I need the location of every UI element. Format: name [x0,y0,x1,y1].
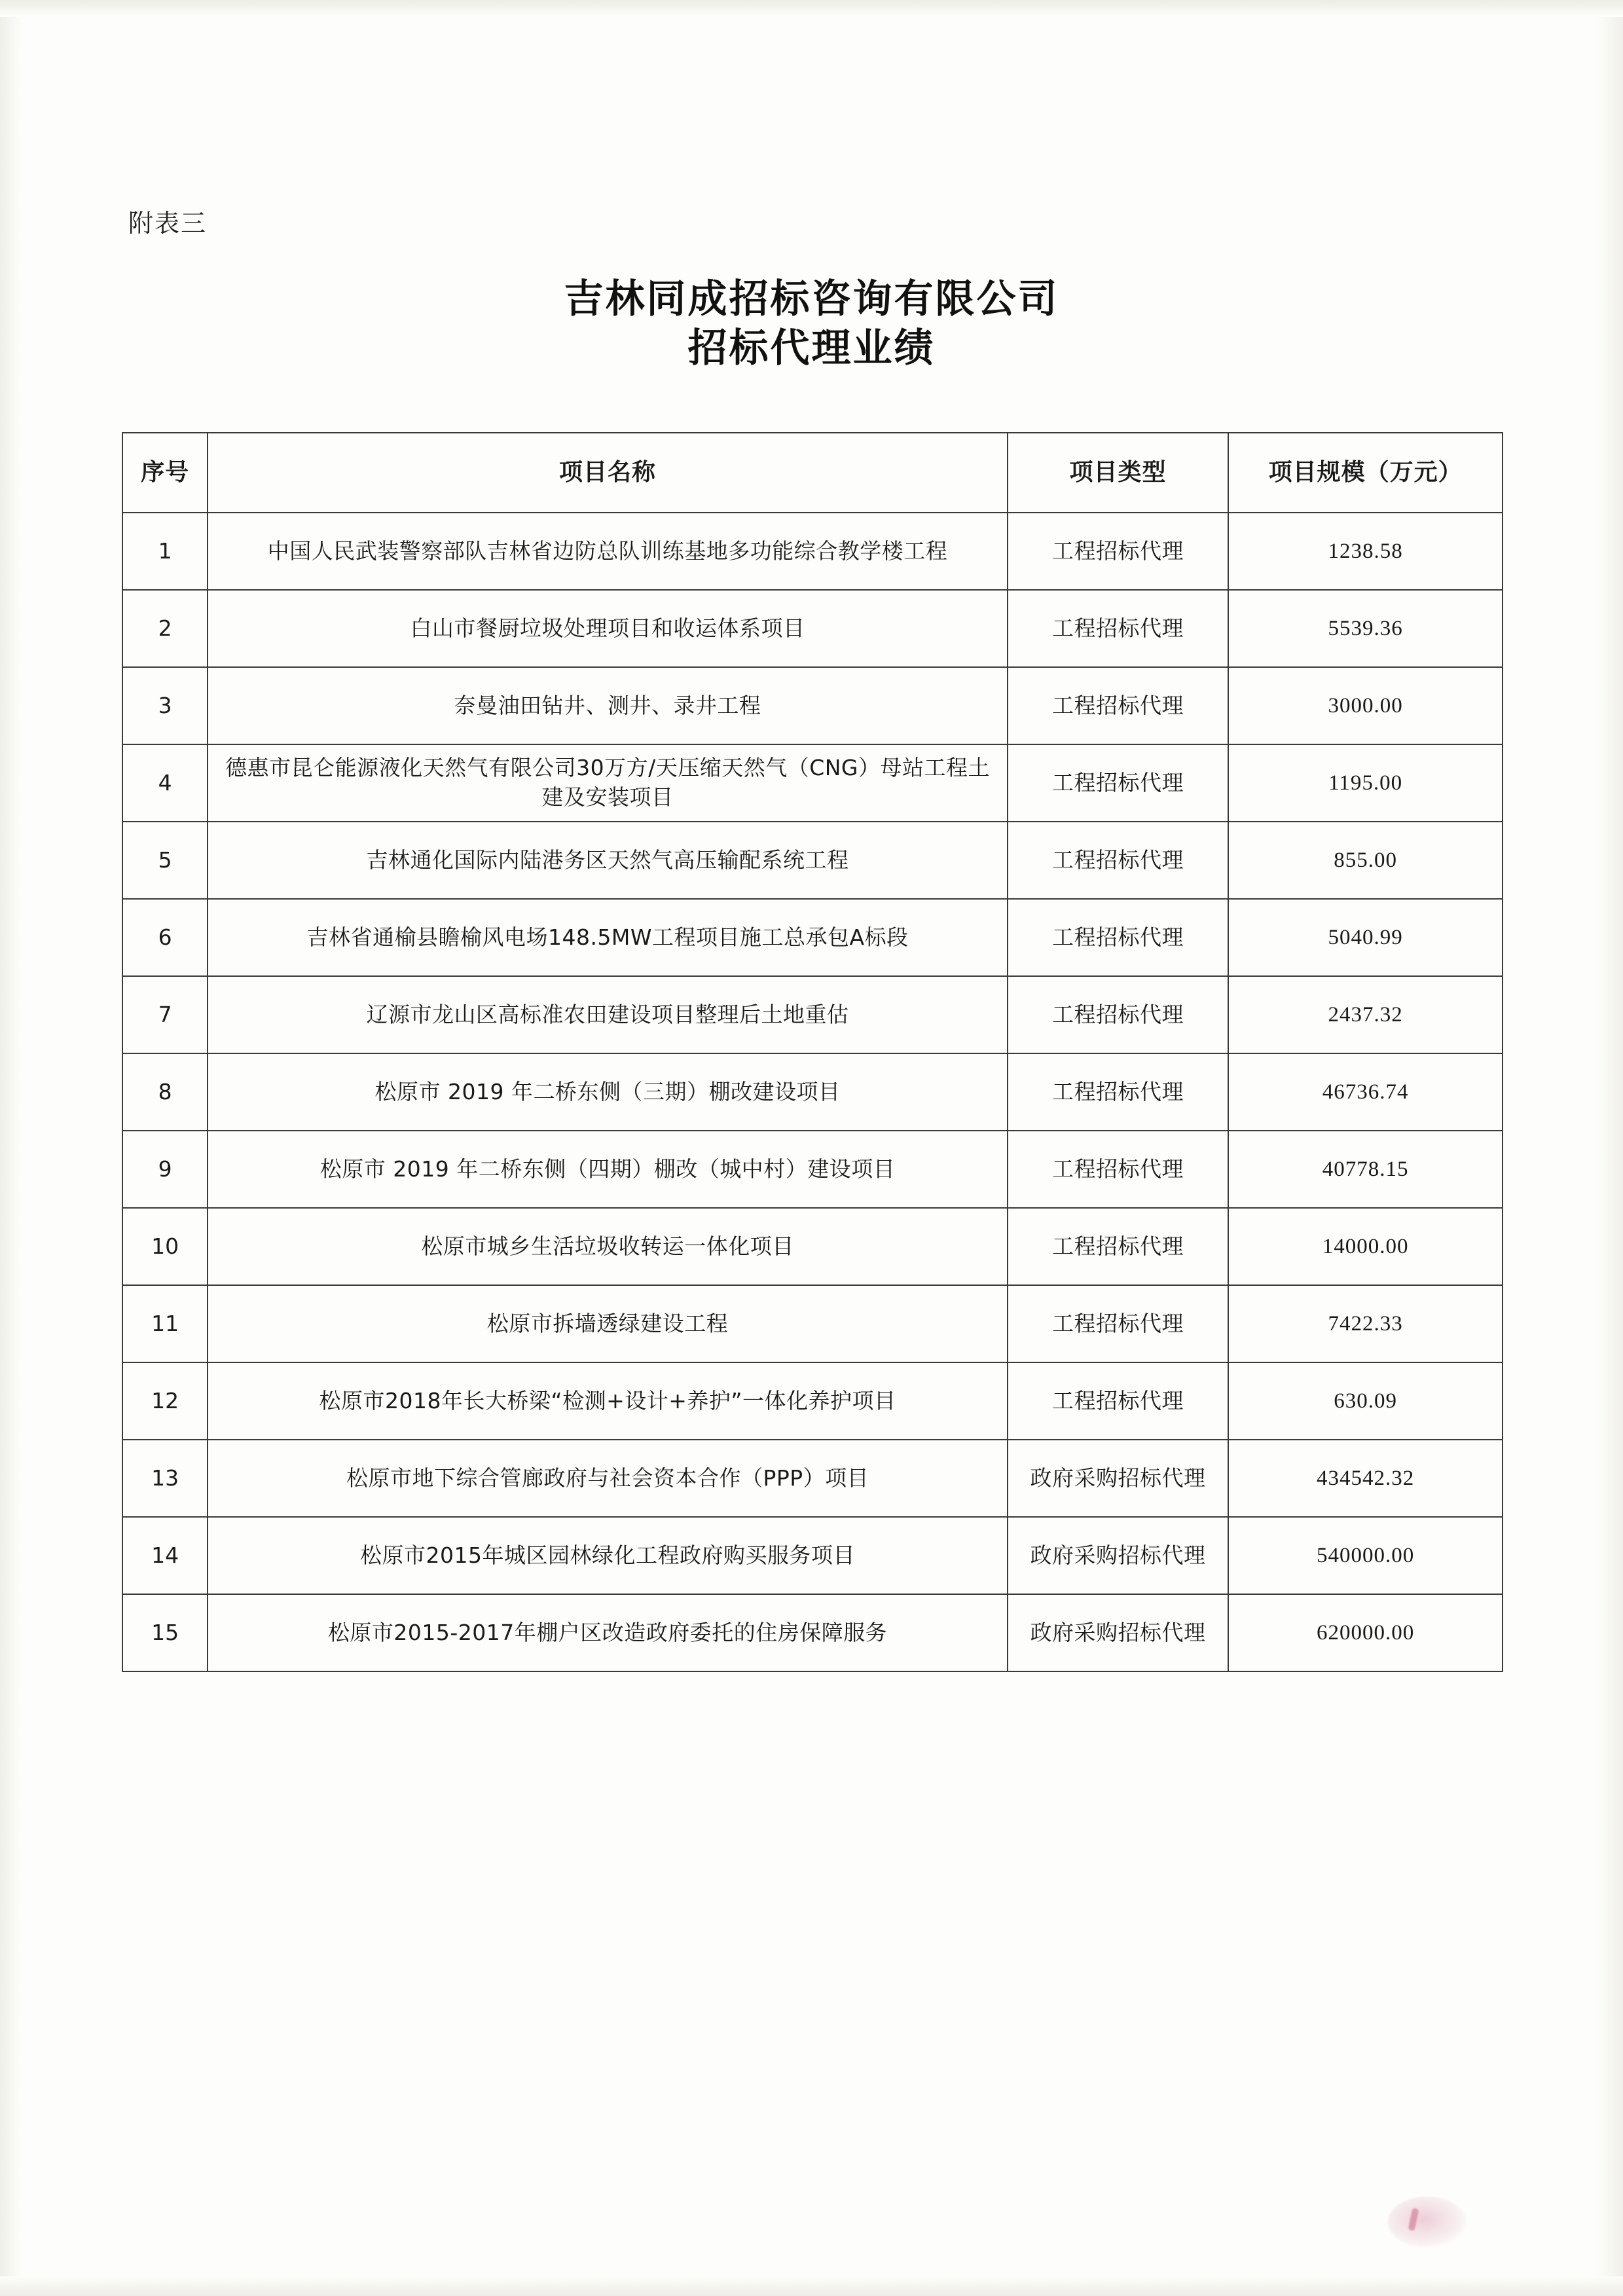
cell-project-type: 工程招标代理 [1008,590,1228,667]
column-header-index: 序号 [122,433,208,513]
table-row [122,1208,1503,1285]
cell-project-scale: 540000.00 [1228,1517,1503,1594]
cell-project-type: 工程招标代理 [1008,1208,1228,1285]
table-row [122,1517,1503,1594]
cell-index: 9 [122,1131,208,1208]
table-row [122,744,1503,822]
cell-project-type: 政府采购招标代理 [1008,1517,1228,1594]
cell-project-scale: 1238.58 [1228,513,1503,590]
cell-project-type: 政府采购招标代理 [1008,1594,1228,1671]
cell-project-scale: 630.09 [1228,1362,1503,1440]
table-row [122,1594,1503,1671]
cell-project-name: 白山市餐厨垃圾处理项目和收运体系项目 [208,590,1008,667]
cell-project-type: 工程招标代理 [1008,1131,1228,1208]
page-title [0,275,1623,373]
cell-index: 8 [122,1053,208,1131]
cell-project-type: 工程招标代理 [1008,1053,1228,1131]
cell-index: 4 [122,744,208,822]
table-header-row [122,433,1503,513]
table-row [122,1285,1503,1362]
cell-project-scale: 14000.00 [1228,1208,1503,1285]
cell-project-name: 辽源市龙山区高标准农田建设项目整理后土地重估 [208,976,1008,1053]
performance-table [122,432,1503,1672]
cell-project-name: 松原市2015-2017年棚户区改造政府委托的住房保障服务 [208,1594,1008,1671]
cell-project-type: 政府采购招标代理 [1008,1440,1228,1517]
cell-project-name: 松原市2015年城区园林绿化工程政府购买服务项目 [208,1517,1008,1594]
cell-project-type: 工程招标代理 [1008,822,1228,899]
column-header-project-scale: 项目规模（万元） [1228,433,1503,513]
table-row [122,1362,1503,1440]
scan-edge-top [0,0,1623,17]
cell-index: 1 [122,513,208,590]
cell-project-name: 奈曼油田钻井、测井、录井工程 [208,667,1008,744]
column-header-project-type: 项目类型 [1008,433,1228,513]
stamp-mark [1408,2208,1419,2231]
cell-index: 6 [122,899,208,976]
cell-project-scale: 46736.74 [1228,1053,1503,1131]
cell-index: 2 [122,590,208,667]
cell-index: 14 [122,1517,208,1594]
cell-index: 7 [122,976,208,1053]
cell-project-scale: 1195.00 [1228,744,1503,822]
cell-project-name: 中国人民武装警察部队吉林省边防总队训练基地多功能综合教学楼工程 [208,513,1008,590]
column-header-project-name: 项目名称 [208,433,1008,513]
cell-project-scale: 3000.00 [1228,667,1503,744]
cell-project-type: 工程招标代理 [1008,899,1228,976]
cell-project-scale: 5040.99 [1228,899,1503,976]
cell-project-type: 工程招标代理 [1008,513,1228,590]
cell-project-scale: 7422.33 [1228,1285,1503,1362]
table-row [122,1440,1503,1517]
cell-index: 5 [122,822,208,899]
cell-project-scale: 2437.32 [1228,976,1503,1053]
table-row [122,590,1503,667]
table-row [122,1053,1503,1131]
cell-project-type: 工程招标代理 [1008,667,1228,744]
cell-project-type: 工程招标代理 [1008,744,1228,822]
cell-index: 13 [122,1440,208,1517]
cell-index: 3 [122,667,208,744]
cell-project-name: 松原市城乡生活垃圾收转运一体化项目 [208,1208,1008,1285]
cell-project-name: 松原市 2019 年二桥东侧（三期）棚改建设项目 [208,1053,1008,1131]
attachment-label: 附表三 [128,209,208,238]
table-row [122,899,1503,976]
cell-project-name: 松原市2018年长大桥梁“检测+设计+养护”一体化养护项目 [208,1362,1008,1440]
cell-project-type: 工程招标代理 [1008,976,1228,1053]
cell-project-type: 工程招标代理 [1008,1285,1228,1362]
cell-project-scale: 5539.36 [1228,590,1503,667]
cell-index: 12 [122,1362,208,1440]
page-title-line-2: 招标代理业绩 [687,325,936,371]
table-row [122,513,1503,590]
cell-project-name: 吉林省通榆县瞻榆风电场148.5MW工程项目施工总承包A标段 [208,899,1008,976]
cell-project-scale: 620000.00 [1228,1594,1503,1671]
cell-project-name: 松原市地下综合管廊政府与社会资本合作（PPP）项目 [208,1440,1008,1517]
stamp-smudge [1388,2196,1467,2248]
cell-index: 11 [122,1285,208,1362]
cell-project-name: 德惠市昆仑能源液化天然气有限公司30万方/天压缩天然气（CNG）母站工程土建及安装项目 [208,744,1008,822]
cell-index: 15 [122,1594,208,1671]
cell-project-name: 吉林通化国际内陆港务区天然气高压输配系统工程 [208,822,1008,899]
table-row [122,822,1503,899]
cell-project-name: 松原市拆墙透绿建设工程 [208,1285,1008,1362]
cell-project-name: 松原市 2019 年二桥东侧（四期）棚改（城中村）建设项目 [208,1131,1008,1208]
cell-project-scale: 40778.15 [1228,1131,1503,1208]
table-row [122,667,1503,744]
scan-edge-bottom [0,2276,1623,2296]
table-row [122,1131,1503,1208]
cell-index: 10 [122,1208,208,1285]
page-title-line-1: 吉林同成招标咨询有限公司 [564,276,1059,322]
cell-project-type: 工程招标代理 [1008,1362,1228,1440]
cell-project-scale: 434542.32 [1228,1440,1503,1517]
table-row [122,976,1503,1053]
cell-project-scale: 855.00 [1228,822,1503,899]
